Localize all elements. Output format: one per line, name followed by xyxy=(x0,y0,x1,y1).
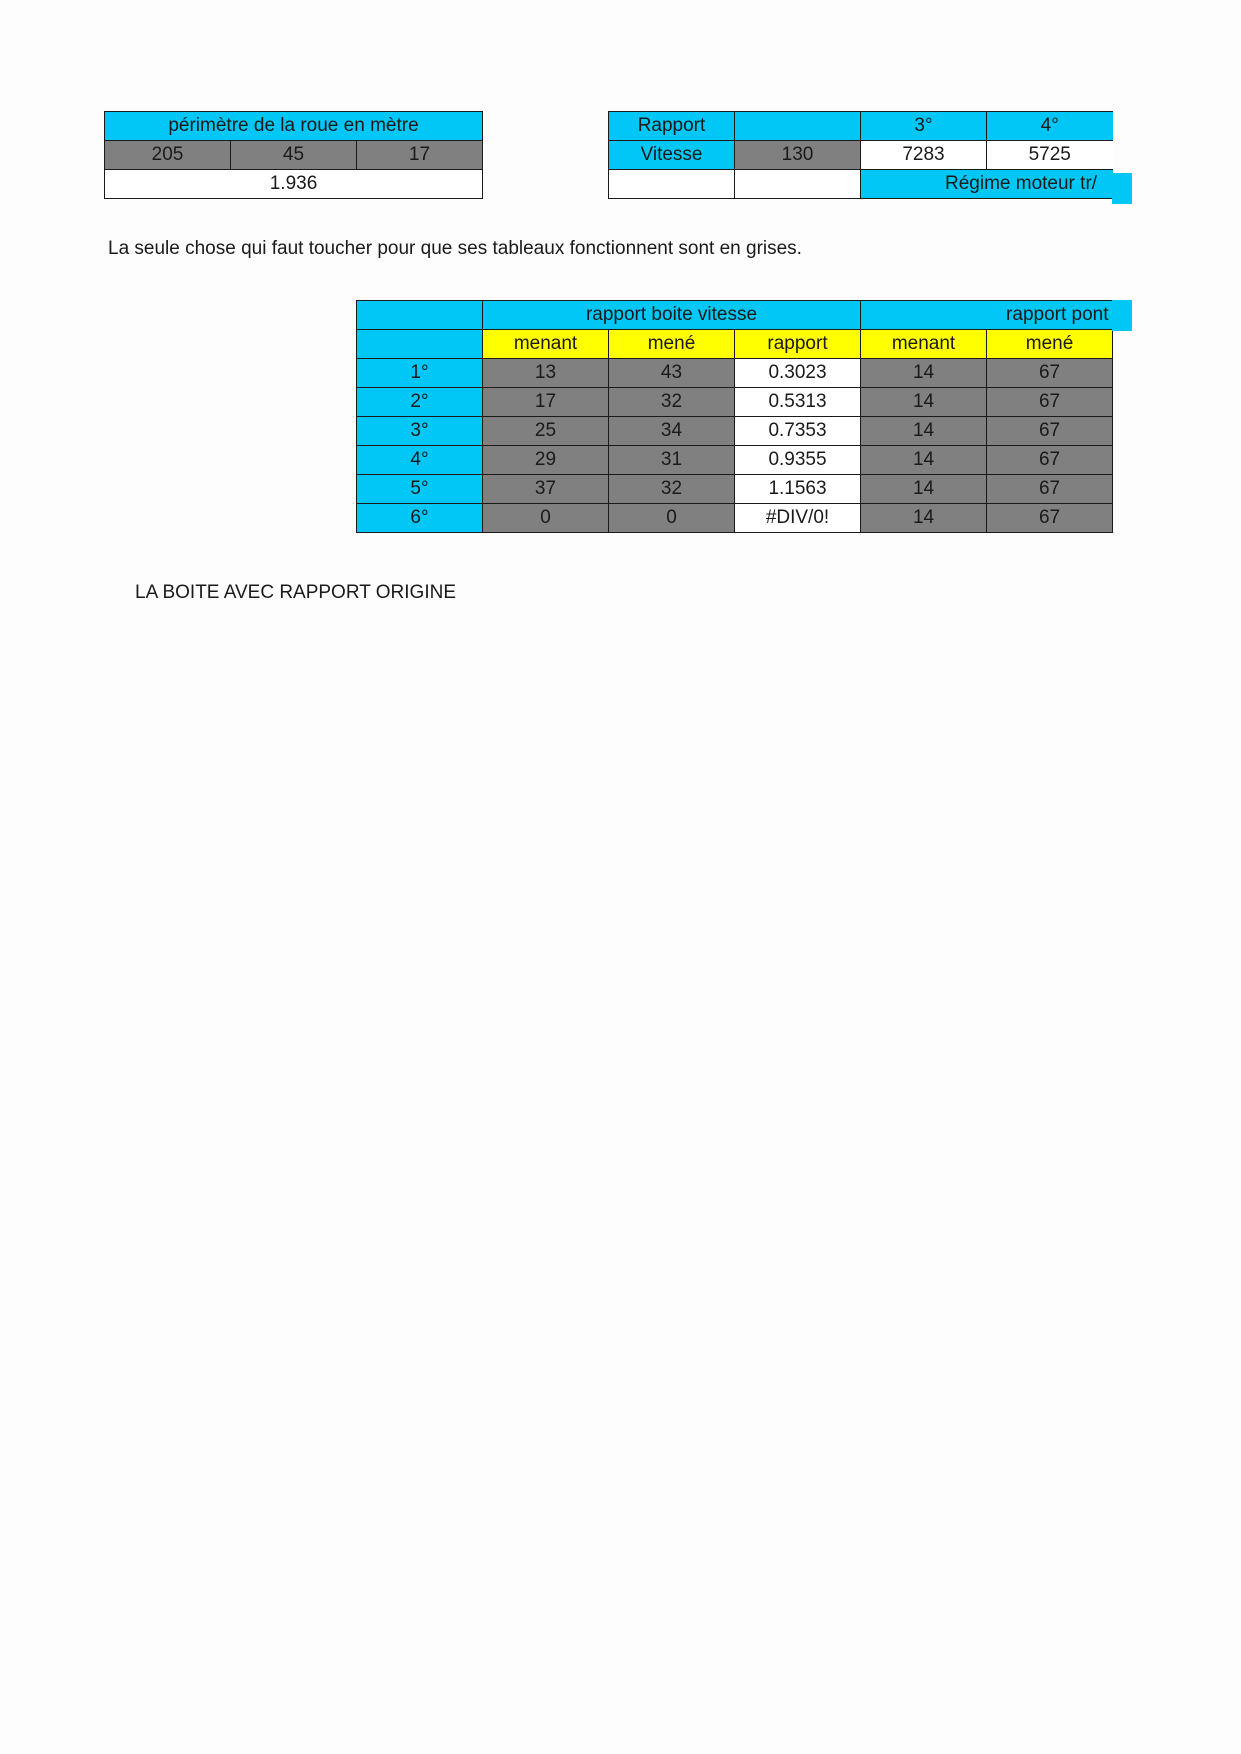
rpm-gear-3-cell: 7283 xyxy=(861,141,987,170)
menant-input-cell[interactable]: 37 xyxy=(483,475,609,504)
speed-rpm-table xyxy=(608,111,1113,199)
pont-mene-input-cell[interactable]: 67 xyxy=(987,475,1113,504)
menant-input-cell[interactable]: 13 xyxy=(483,359,609,388)
boite-vitesse-group-header: rapport boite vitesse xyxy=(483,301,861,330)
menant-input-cell[interactable]: 29 xyxy=(483,446,609,475)
empty-cell xyxy=(609,170,735,199)
gear-ratio-table xyxy=(356,300,1113,533)
pont-menant-input-cell[interactable]: 14 xyxy=(861,446,987,475)
pont-group-header: rapport pont xyxy=(861,301,1113,330)
rapport-result-cell: 0.9355 xyxy=(735,446,861,475)
mene-input-cell[interactable]: 0 xyxy=(609,504,735,533)
tire-width-input-cell[interactable]: 205 xyxy=(105,141,231,170)
rapport-result-cell: #DIV/0! xyxy=(735,504,861,533)
gear-label-cell: 3° xyxy=(357,417,483,446)
perimeter-result-cell: 1.936 xyxy=(105,170,483,199)
pont-overflow-strip xyxy=(1112,300,1132,331)
table-row xyxy=(357,446,1113,475)
empty-header-cell xyxy=(735,112,861,141)
gear-label-cell: 1° xyxy=(357,359,483,388)
pont-menant-input-cell[interactable]: 14 xyxy=(861,475,987,504)
pont-menant-input-cell[interactable]: 14 xyxy=(861,388,987,417)
rapport-result-cell: 0.3023 xyxy=(735,359,861,388)
menant-input-cell[interactable]: 25 xyxy=(483,417,609,446)
rapport-result-cell: 0.7353 xyxy=(735,417,861,446)
vitesse-input-cell[interactable]: 130 xyxy=(735,141,861,170)
empty-cell xyxy=(735,170,861,199)
gear-label-cell: 2° xyxy=(357,388,483,417)
rim-diameter-input-cell[interactable]: 17 xyxy=(357,141,483,170)
pont-mene-input-cell[interactable]: 67 xyxy=(987,504,1113,533)
pont-menant-input-cell[interactable]: 14 xyxy=(861,359,987,388)
menant-header: menant xyxy=(483,330,609,359)
rapport-result-cell: 0.5313 xyxy=(735,388,861,417)
pont-menant-input-cell[interactable]: 14 xyxy=(861,417,987,446)
table-row xyxy=(357,504,1113,533)
gear-label-cell: 4° xyxy=(357,446,483,475)
origin-note: LA BOITE AVEC RAPPORT ORIGINE xyxy=(135,582,456,603)
mene-input-cell[interactable]: 34 xyxy=(609,417,735,446)
vitesse-label-cell: Vitesse xyxy=(609,141,735,170)
table-row xyxy=(357,388,1113,417)
table-row xyxy=(357,359,1113,388)
instruction-note: La seule chose qui faut toucher pour que ses tableaux fonctionnent sont en grises. xyxy=(108,238,802,259)
perimeter-title-cell: périmètre de la roue en mètre xyxy=(105,112,483,141)
menant-input-cell[interactable]: 17 xyxy=(483,388,609,417)
menant-input-cell[interactable]: 0 xyxy=(483,504,609,533)
gear-label-cell: 6° xyxy=(357,504,483,533)
tire-aspect-input-cell[interactable]: 45 xyxy=(231,141,357,170)
pont-mene-header: mené xyxy=(987,330,1113,359)
regime-overflow-strip xyxy=(1112,173,1132,204)
table-row xyxy=(357,417,1113,446)
pont-menant-header: menant xyxy=(861,330,987,359)
pont-mene-input-cell[interactable]: 67 xyxy=(987,417,1113,446)
pont-mene-input-cell[interactable]: 67 xyxy=(987,359,1113,388)
pont-mene-input-cell[interactable]: 67 xyxy=(987,446,1113,475)
rapport-header: rapport xyxy=(735,330,861,359)
pont-menant-input-cell[interactable]: 14 xyxy=(861,504,987,533)
mene-input-cell[interactable]: 32 xyxy=(609,388,735,417)
mene-header: mené xyxy=(609,330,735,359)
gear-4-header-cell: 4° xyxy=(987,112,1113,141)
gear-3-header-cell: 3° xyxy=(861,112,987,141)
regime-moteur-label-cell: Régime moteur tr/ xyxy=(861,170,1113,199)
corner-cell xyxy=(357,301,483,330)
gear-label-cell: 5° xyxy=(357,475,483,504)
rapport-result-cell: 1.1563 xyxy=(735,475,861,504)
pont-mene-input-cell[interactable]: 67 xyxy=(987,388,1113,417)
corner-cell xyxy=(357,330,483,359)
mene-input-cell[interactable]: 43 xyxy=(609,359,735,388)
wheel-perimeter-table xyxy=(104,111,483,199)
rpm-gear-4-cell: 5725 xyxy=(987,141,1113,170)
table-row xyxy=(357,475,1113,504)
rapport-header-cell: Rapport xyxy=(609,112,735,141)
mene-input-cell[interactable]: 31 xyxy=(609,446,735,475)
mene-input-cell[interactable]: 32 xyxy=(609,475,735,504)
